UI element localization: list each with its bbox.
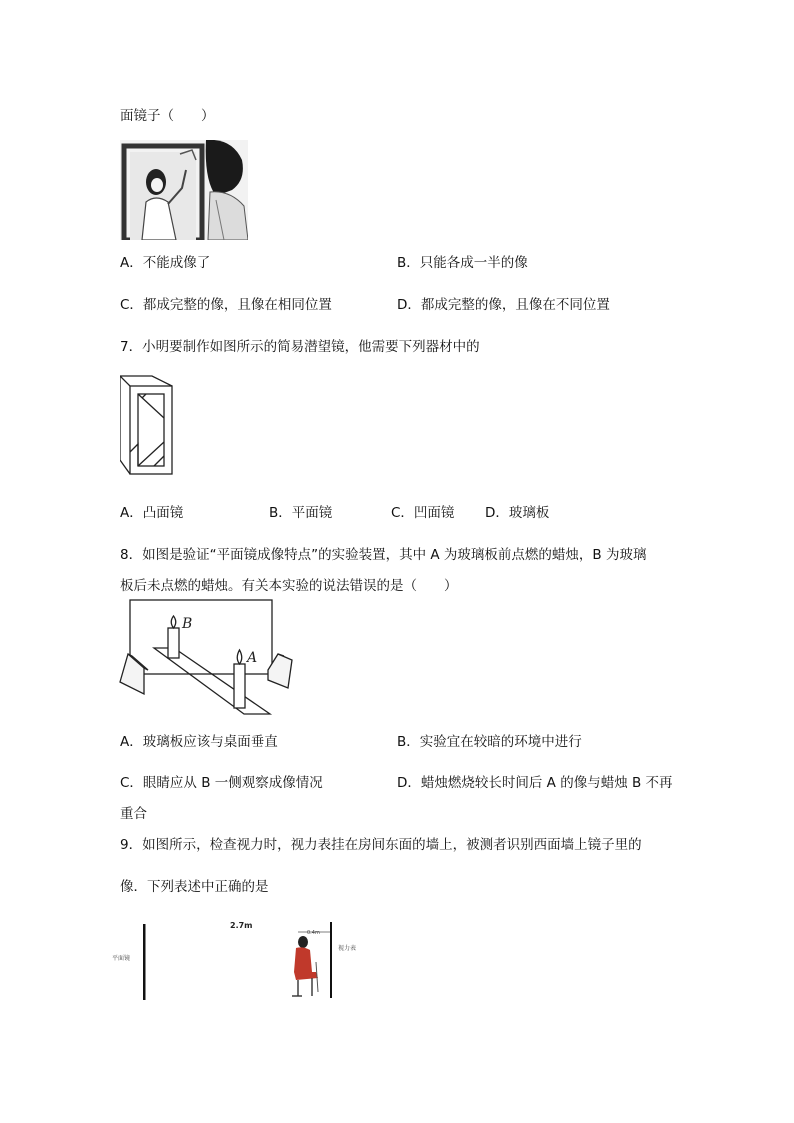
q6-option-c: C．都成完整的像，且像在相同位置 xyxy=(120,297,332,313)
q9-chart-label: 视力表 xyxy=(338,945,357,952)
q6-mirror-photo xyxy=(120,140,248,240)
q9-person xyxy=(292,936,318,996)
q8-option-b: B．实验宜在较暗的环境中进行 xyxy=(397,734,582,750)
q8-option-a: A．玻璃板应该与桌面垂直 xyxy=(120,734,278,750)
q8-stem-line2: 板后未点燃的蜡烛。有关本实验的说法错误的是（ ） xyxy=(120,578,458,594)
q9-vision-test-figure xyxy=(112,914,372,1004)
q7-option-c: C．凹面镜 xyxy=(391,505,455,521)
q8-stem-line1: 8．如图是验证“平面镜成像特点”的实验装置，其中 A 为玻璃板前点燃的蜡烛，B 为玻璃 xyxy=(120,547,647,563)
q7-option-d: D．玻璃板 xyxy=(485,505,550,521)
q8-option-d-line2: 重合 xyxy=(120,806,147,822)
q6-stem-tail: 面镜子（ ） xyxy=(120,108,215,124)
q6-option-d: D．都成完整的像，且像在不同位置 xyxy=(397,297,610,313)
q8-option-c: C．眼睛应从 B 一侧观察成像情况 xyxy=(120,775,323,791)
q7-periscope-figure xyxy=(120,372,180,476)
q8-experiment-figure xyxy=(118,598,296,722)
q8-option-d-line1: D．蜡烛燃烧较长时间后 A 的像与蜡烛 B 不再 xyxy=(397,775,673,791)
q8-label-b: B xyxy=(182,616,193,632)
q7-stem: 7．小明要制作如图所示的简易潜望镜，他需要下列器材中的 xyxy=(120,339,480,355)
q9-stem-line1: 9．如图所示，检查视力时，视力表挂在房间东面的墙上，被测者识别西面墙上镜子里的 xyxy=(120,837,642,853)
q9-stem-line2: 像．下列表述中正确的是 xyxy=(120,879,269,895)
q9-mirror-label: 平面镜 xyxy=(112,955,131,962)
q6-option-a: A．不能成像了 xyxy=(120,255,211,271)
q7-option-a: A．凸面镜 xyxy=(120,505,184,521)
q9-small-distance-label: 0.4m xyxy=(307,930,320,936)
q9-distance-label: 2.7m xyxy=(230,921,253,930)
q8-label-a: A xyxy=(247,650,258,666)
q6-option-b: B．只能各成一半的像 xyxy=(397,255,528,271)
q7-option-b: B．平面镜 xyxy=(269,505,333,521)
